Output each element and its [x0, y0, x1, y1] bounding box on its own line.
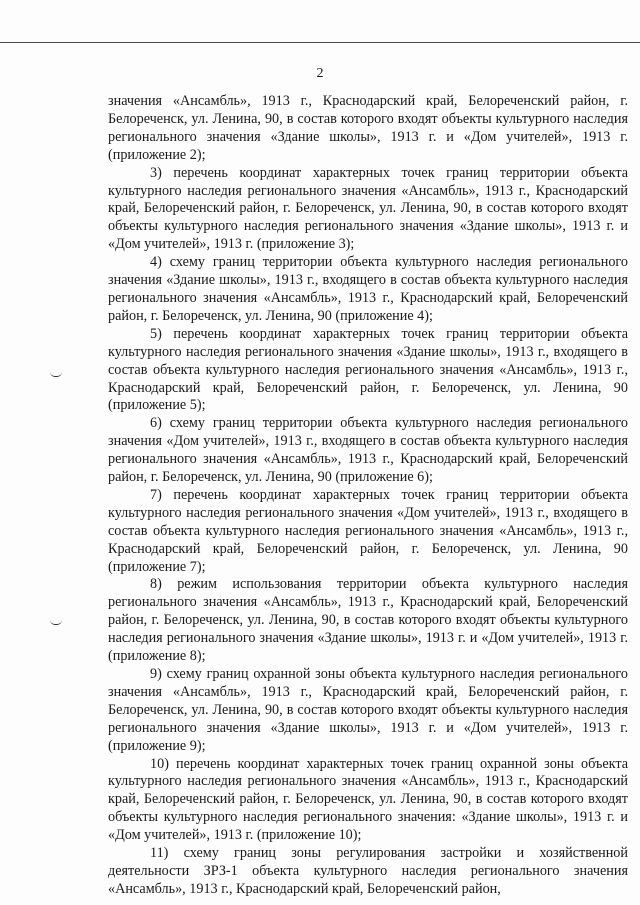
paragraph-item-9: 9) схему границ охранной зоны объекта культурного наследия регионального значения «Ансамбль», 1913 г., Краснодарский край, Белореченский район, г. Белореченск, ул. Ленина, 90, в состав которого входят объекты культурного наследия регионального значения «Здание школы», 1913 г. и «Дом учителей», 1913 г. (приложение 9); [108, 666, 628, 754]
paragraph-item-11: 11) схему границ зоны регулирования застройки и хозяйственной деятельности ЗРЗ-1 объекта культурного наследия регионального значения «Ансамбль», 1913 г., Краснодарский край, Белореченский район, [108, 845, 628, 897]
margin-tick-mark [50, 372, 62, 377]
paragraph-item-4: 4) схему границ территории объекта культурного наследия регионального значения «Здание школы», 1913 г., входящего в состав объекта культурного наследия регионального значения «Ансамбль», 1913 г., Краснодарский край, Белореченский район, г. Белореченск, ул. Ленина, 90 (приложение 4); [108, 254, 628, 324]
document-body [108, 93, 628, 899]
paragraph-item-3: 3) перечень координат характерных точек границ территории объекта культурного наследия регионального значения «Ансамбль», 1913 г., Краснодарский край, Белореченский район, г. Белореченск, ул. Ленина, 90, в состав которого входят объекты культурного наследия регионального значения «Здание школы», 1913 г. и «Дом учителей», 1913 г. (приложение 3); [108, 164, 628, 253]
paragraph-item-6: 6) схему границ территории объекта культурного наследия регионального значения «Дом учителей», 1913 г., входящего в состав объекта культурного наследия регионального значения «Ансамбль», 1913 г., Краснодарский край, Белореченский район, г. Белореченск, ул. Ленина, 90 (приложение 6); [108, 415, 628, 486]
paragraph-continuation: значения «Ансамбль», 1913 г., Краснодарский край, Белореченский район, г. Белореченск, ул. Ленина, 90, в состав которого входят объекты культурного наследия регионального значения «Здание школы», 1913 г. и «Дом учителей», 1913 г. (приложение 2); [108, 93, 628, 163]
paragraph-item-8: 8) режим использования территории объекта культурного наследия регионального значения «Ансамбль», 1913 г., Краснодарский край, Белореченский район, г. Белореченск, ул. Ленина, 90, в состав которого входят объекты культурного наследия регионального значения «Здание школы», 1913 г. и «Дом учителей», 1913 г. (приложение 8); [108, 576, 628, 665]
header-rule [0, 42, 640, 43]
margin-tick-mark [50, 620, 62, 625]
paragraph-item-5: 5) перечень координат характерных точек границ территории объекта культурного наследия регионального значения «Здание школы», 1913 г., входящего в состав объекта культурного наследия регионального значения «Ансамбль», 1913 г., Краснодарский край, Белореченский район, г. Белореченск, ул. Ленина, 90 (приложение 5); [108, 325, 628, 414]
page-number: 2 [316, 66, 324, 81]
paragraph-item-7: 7) перечень координат характерных точек границ территории объекта культурного наследия регионального значения «Дом учителей», 1913 г., входящего в состав объекта культурного наследия регионального значения «Ансамбль», 1913 г., Краснодарский край, Белореченский район, г. Белореченск, ул. Ленина, 90 (приложение 7); [108, 486, 628, 575]
paragraph-item-10: 10) перечень координат характерных точек границ охранной зоны объекта культурного наследия регионального значения «Ансамбль», 1913 г., Краснодарский край, Белореченский район, г. Белореченск, ул. Ленина, 90, в состав которого входят объекты культурного наследия регионального значения: «Здание школы», 1913 г. и «Дом учителей», 1913 г. (приложение 10); [108, 755, 628, 844]
